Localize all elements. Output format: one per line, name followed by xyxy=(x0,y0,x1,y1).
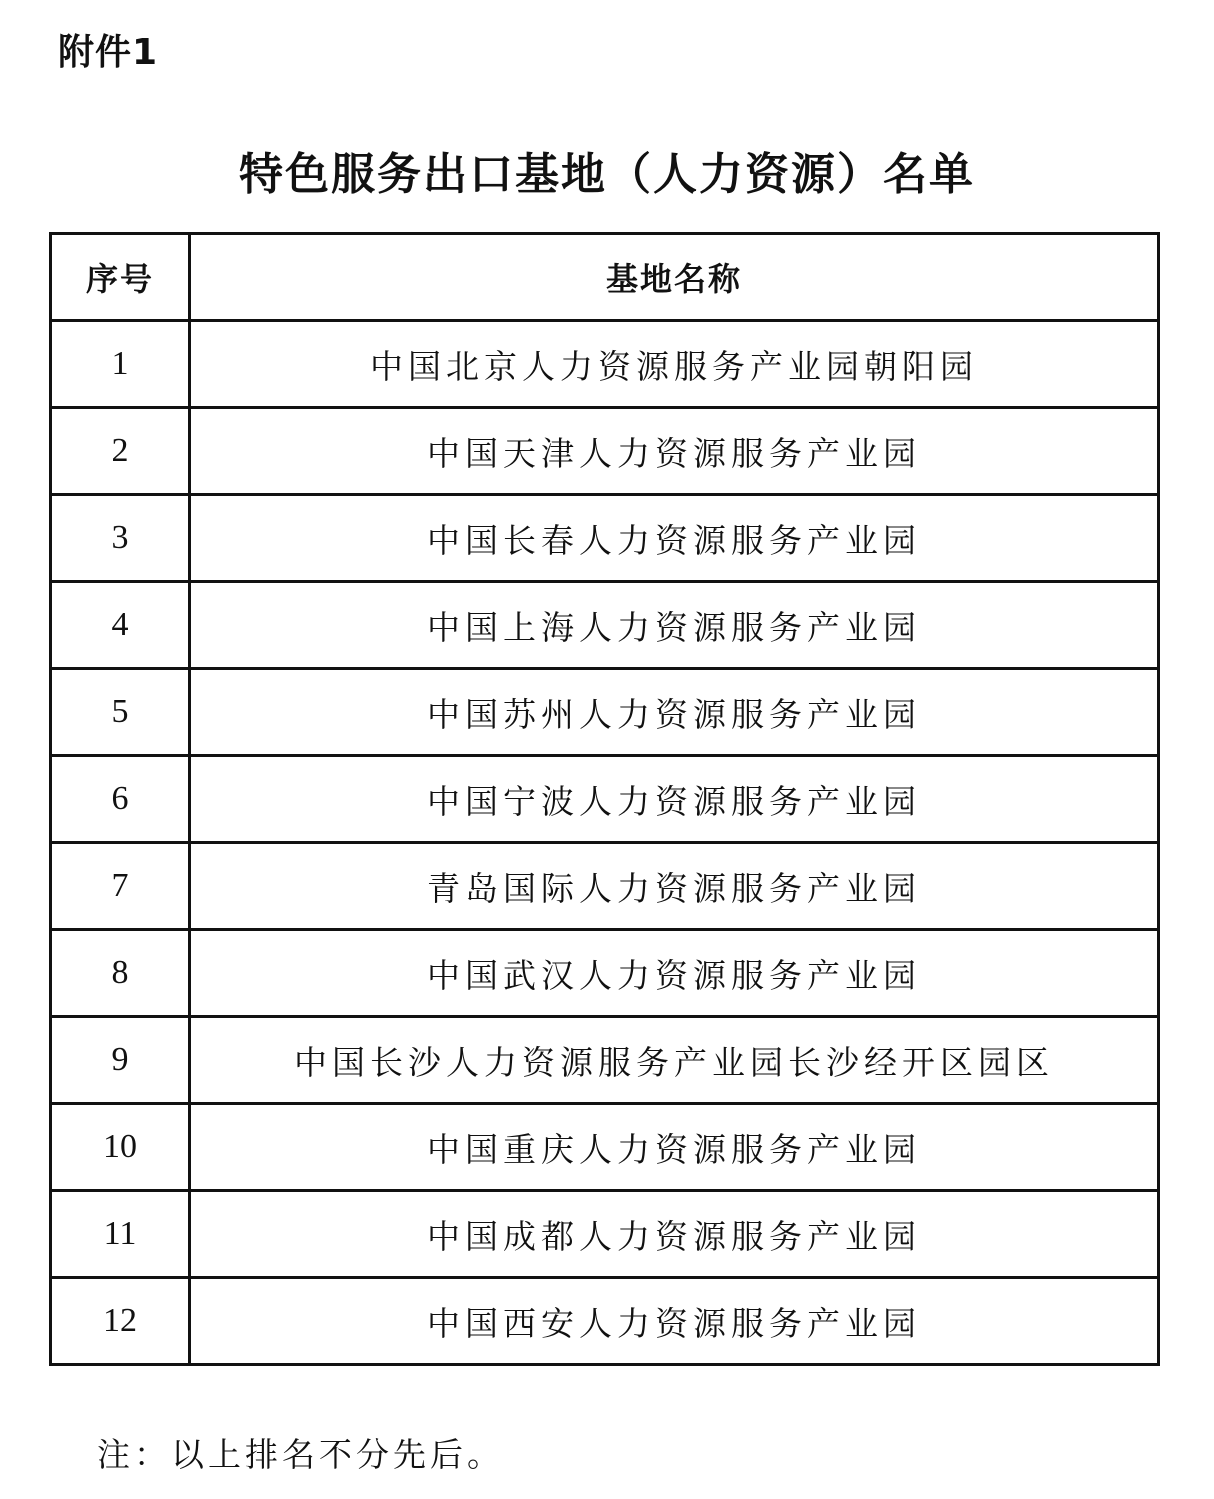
row-base-name: 中国长沙人力资源服务产业园长沙经开区园区 xyxy=(190,1017,1159,1104)
row-base-name: 中国北京人力资源服务产业园朝阳园 xyxy=(190,321,1159,408)
table-row xyxy=(51,1191,1159,1278)
attachment-label: 附件1 xyxy=(58,32,159,73)
table-row xyxy=(51,321,1159,408)
row-serial-number: 6 xyxy=(51,756,190,843)
table-header-row xyxy=(51,234,1159,321)
header-serial-number: 序号 xyxy=(51,234,190,321)
row-base-name: 中国成都人力资源服务产业园 xyxy=(190,1191,1159,1278)
row-serial-number: 1 xyxy=(51,321,190,408)
row-base-name: 中国宁波人力资源服务产业园 xyxy=(190,756,1159,843)
table-row xyxy=(51,495,1159,582)
row-serial-number: 5 xyxy=(51,669,190,756)
row-serial-number: 2 xyxy=(51,408,190,495)
header-base-name: 基地名称 xyxy=(190,234,1159,321)
row-serial-number: 3 xyxy=(51,495,190,582)
row-base-name: 中国苏州人力资源服务产业园 xyxy=(190,669,1159,756)
table-row xyxy=(51,582,1159,669)
row-base-name: 中国上海人力资源服务产业园 xyxy=(190,582,1159,669)
table-row xyxy=(51,1278,1159,1365)
row-base-name: 中国天津人力资源服务产业园 xyxy=(190,408,1159,495)
row-base-name: 中国西安人力资源服务产业园 xyxy=(190,1278,1159,1365)
row-base-name: 中国重庆人力资源服务产业园 xyxy=(190,1104,1159,1191)
table-row xyxy=(51,669,1159,756)
table-row xyxy=(51,408,1159,495)
table-row xyxy=(51,843,1159,930)
row-base-name: 中国武汉人力资源服务产业园 xyxy=(190,930,1159,1017)
row-base-name: 中国长春人力资源服务产业园 xyxy=(190,495,1159,582)
row-base-name: 青岛国际人力资源服务产业园 xyxy=(190,843,1159,930)
row-serial-number: 7 xyxy=(51,843,190,930)
row-serial-number: 12 xyxy=(51,1278,190,1365)
table-row xyxy=(51,930,1159,1017)
document-title: 特色服务出口基地（人力资源）名单 xyxy=(239,149,975,200)
table-row xyxy=(51,1017,1159,1104)
footnote: 注：以上排名不分先后。 xyxy=(97,1435,504,1474)
table-row xyxy=(51,756,1159,843)
row-serial-number: 8 xyxy=(51,930,190,1017)
row-serial-number: 9 xyxy=(51,1017,190,1104)
row-serial-number: 10 xyxy=(51,1104,190,1191)
base-list-table xyxy=(49,232,1160,1366)
row-serial-number: 4 xyxy=(51,582,190,669)
table-row xyxy=(51,1104,1159,1191)
row-serial-number: 11 xyxy=(51,1191,190,1278)
